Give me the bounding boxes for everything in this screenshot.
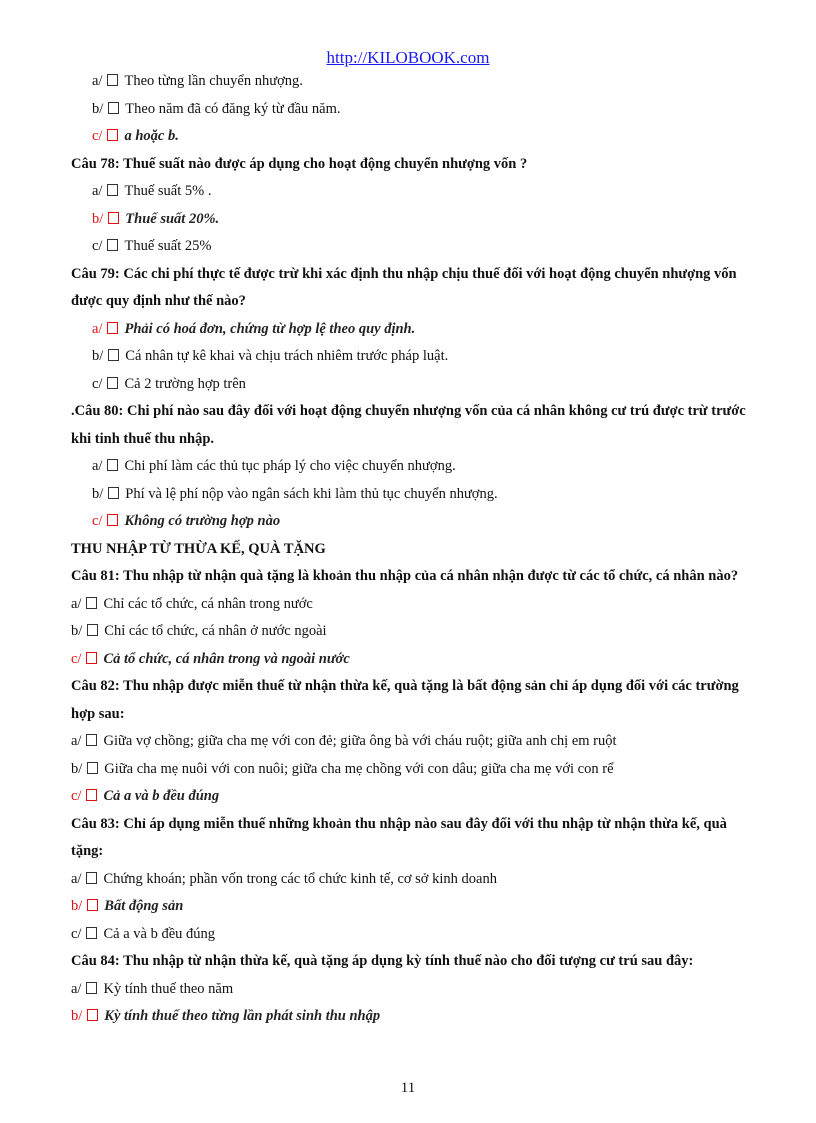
option-text: Chi phí làm các thủ tục pháp lý cho việc chuyển nhượng.	[124, 458, 456, 474]
answer-option	[71, 68, 751, 96]
answer-option	[71, 866, 751, 894]
document-body	[71, 68, 751, 1031]
answer-option	[71, 756, 751, 784]
option-text: Cả a và b đều đúng	[103, 925, 216, 942]
checkbox-icon[interactable]	[107, 239, 118, 251]
checkbox-icon[interactable]	[86, 652, 97, 664]
option-text: Phải có hoá đơn, chứng từ hợp lệ theo quy định.	[124, 320, 416, 337]
header-link[interactable]: http://KILOBOOK.com	[326, 48, 490, 67]
checkbox-icon[interactable]	[86, 927, 97, 939]
option-letter: a/	[71, 980, 82, 997]
answer-option	[71, 618, 751, 646]
option-text: Không có trường hợp nào	[124, 513, 281, 529]
question-text: Câu 82: Thu nhập được miễn thuế từ nhận thừa kế, quà tặng là bất động sản chỉ áp dụng đối với các trường hợp sau:	[71, 678, 739, 722]
checkbox-icon[interactable]	[107, 459, 118, 471]
option-letter: b/	[92, 100, 104, 117]
checkbox-icon[interactable]	[86, 597, 97, 609]
answer-option	[71, 921, 751, 949]
question-text: .Câu 80: Chi phí nào sau đây đối với hoạt động chuyển nhượng vốn của cá nhân không cư trú được trừ trước khi tinh thuế thu nhập.	[71, 403, 746, 447]
answer-option-correct	[71, 893, 751, 921]
question-text: Câu 84: Thu nhập từ nhận thừa kế, quà tặng áp dụng kỳ tính thuế nào cho đối tượng cư trú sau đây:	[71, 953, 694, 969]
answer-option	[71, 728, 751, 756]
checkbox-icon[interactable]	[87, 899, 98, 911]
option-text: Theo từng lần chuyển nhượng.	[124, 73, 303, 89]
option-text: Chỉ các tổ chức, cá nhân trong nước	[103, 595, 313, 612]
option-letter: c/	[71, 788, 82, 804]
checkbox-icon[interactable]	[108, 212, 119, 224]
answer-option	[71, 96, 751, 124]
option-letter: b/	[92, 348, 104, 364]
option-text: Giữa vợ chồng; giữa cha mẹ với con đẻ; giữa ông bà với cháu ruột; giữa anh chị em ruột	[103, 733, 617, 749]
question-text: Câu 81: Thu nhập từ nhận quà tặng là khoản thu nhập của cá nhân nhận được từ các tổ chức, cá nhân nào?	[71, 568, 739, 584]
option-letter: c/	[92, 375, 103, 392]
option-letter: c/	[71, 650, 82, 667]
checkbox-icon[interactable]	[87, 1009, 98, 1021]
option-text: Cả tổ chức, cá nhân trong và ngoài nước	[103, 650, 350, 667]
option-text: Kỳ tính thuế theo năm	[103, 980, 234, 997]
checkbox-icon[interactable]	[87, 624, 98, 636]
option-letter: a/	[92, 320, 103, 337]
checkbox-icon[interactable]	[86, 872, 97, 884]
answer-option-correct	[71, 646, 751, 674]
checkbox-icon[interactable]	[108, 102, 119, 114]
answer-option	[71, 591, 751, 619]
answer-option	[71, 371, 751, 399]
checkbox-icon[interactable]	[107, 184, 118, 196]
option-letter: b/	[71, 760, 83, 777]
option-text: Bất động sản	[104, 898, 184, 914]
option-text: Thuế suất 20%.	[125, 210, 220, 227]
page-number: 11	[400, 1080, 416, 1096]
answer-option	[71, 453, 751, 481]
section-heading: THU NHẬP TỪ THỪA KẾ, QUÀ TẶNG	[71, 540, 326, 557]
option-letter: b/	[71, 1008, 83, 1024]
checkbox-icon[interactable]	[107, 74, 118, 86]
option-text: Chỉ các tổ chức, cá nhân ở nước ngoài	[104, 623, 327, 639]
answer-option-correct	[71, 123, 751, 151]
option-text: a hoặc b.	[124, 128, 179, 144]
option-text: Thuế suất 5% .	[124, 183, 212, 199]
option-letter: c/	[92, 128, 103, 144]
option-letter: a/	[92, 458, 103, 474]
checkbox-icon[interactable]	[86, 789, 97, 801]
answer-option	[71, 976, 751, 1004]
option-letter: b/	[71, 623, 83, 639]
checkbox-icon[interactable]	[108, 487, 119, 499]
checkbox-icon[interactable]	[87, 762, 98, 774]
answer-option-correct	[71, 1003, 751, 1031]
checkbox-icon[interactable]	[107, 377, 118, 389]
checkbox-icon[interactable]	[86, 734, 97, 746]
question-text: Câu 79: Các chi phí thực tế được trừ khi xác định thu nhập chịu thuế đối với hoạt động chuyển nhượng vốn được quy định như thế nào?	[71, 265, 737, 309]
answer-option	[71, 343, 751, 371]
answer-option	[71, 178, 751, 206]
answer-option-correct	[71, 783, 751, 811]
option-letter: a/	[71, 595, 82, 612]
option-letter: a/	[92, 73, 103, 89]
option-letter: b/	[71, 898, 83, 914]
checkbox-icon[interactable]	[108, 349, 119, 361]
option-text: Cả a và b đều đúng	[103, 788, 220, 804]
option-text: Kỳ tính thuế theo từng lần phát sinh thu nhập	[104, 1008, 381, 1024]
option-letter: a/	[71, 870, 82, 887]
checkbox-icon[interactable]	[86, 982, 97, 994]
option-letter: c/	[92, 238, 103, 254]
option-letter: a/	[92, 183, 103, 199]
option-text: Phí và lệ phí nộp vào ngân sách khi làm thủ tục chuyển nhượng.	[125, 485, 498, 502]
answer-option-correct	[71, 508, 751, 536]
option-text: Giữa cha mẹ nuôi với con nuôi; giữa cha mẹ chồng với con dâu; giữa cha mẹ với con rể	[104, 760, 614, 777]
option-text: Cá nhân tự kê khai và chịu trách nhiêm trước pháp luật.	[125, 348, 449, 364]
checkbox-icon[interactable]	[107, 322, 118, 334]
answer-option-correct	[71, 316, 751, 344]
answer-option-correct	[71, 206, 751, 234]
option-text: Theo năm đã có đăng ký từ đầu năm.	[125, 100, 341, 117]
option-letter: c/	[71, 925, 82, 942]
option-letter: b/	[92, 210, 104, 227]
checkbox-icon[interactable]	[107, 129, 118, 141]
answer-option	[71, 481, 751, 509]
question-text: Câu 83: Chỉ áp dụng miễn thuế những khoản thu nhập nào sau đây đối với thu nhập từ nhận thừa kế, quà tặng:	[71, 815, 727, 859]
option-letter: b/	[92, 485, 104, 502]
option-text: Cả 2 trường hợp trên	[124, 375, 246, 392]
answer-option	[71, 233, 751, 261]
option-text: Chứng khoán; phần vốn trong các tổ chức kinh tế, cơ sở kinh doanh	[103, 870, 497, 887]
option-letter: c/	[92, 513, 103, 529]
option-text: Thuế suất 25%	[124, 238, 212, 254]
question-text: Câu 78: Thuế suất nào được áp dụng cho hoạt động chuyển nhượng vốn ?	[71, 155, 528, 172]
option-letter: a/	[71, 733, 82, 749]
checkbox-icon[interactable]	[107, 514, 118, 526]
